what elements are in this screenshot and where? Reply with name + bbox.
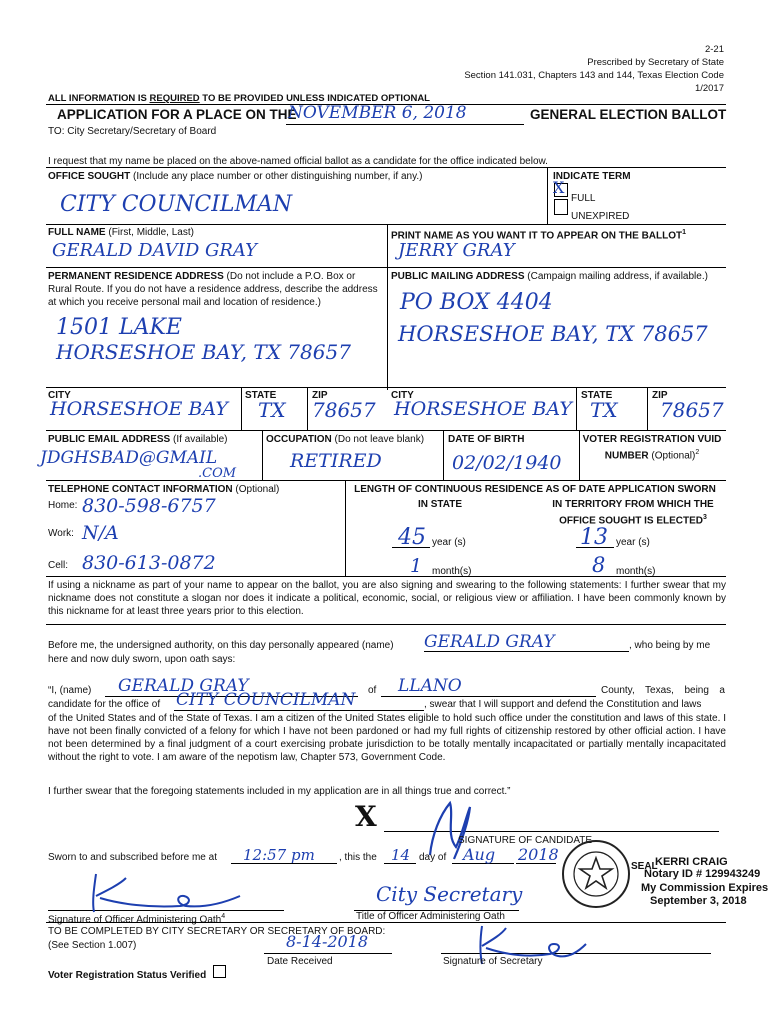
territory-years-label: year (s) xyxy=(616,537,650,548)
notary-id: Notary ID # 129943249 xyxy=(644,868,761,880)
candidate-office-value: CITY COUNCILMAN xyxy=(176,690,356,710)
nickname-statement: If using a nickname as part of your name to appear on the ballot, you are also signing and swearing to the following statements: I further swear that my nickname does not constitute a slogan nor does it indicate a political, economic, social, or religious view or affiliation. I have been commonly known by this nickname for at least three years prior to this election. xyxy=(48,580,726,617)
home-phone-label: Home: xyxy=(48,500,78,511)
office-value: CITY COUNCILMAN xyxy=(60,192,293,217)
in-state-label: IN STATE xyxy=(417,499,463,510)
work-phone-value: N/A xyxy=(82,522,119,544)
voter-status-label: Voter Registration Status Verified xyxy=(48,970,207,981)
full-term-label: FULL xyxy=(571,193,596,204)
prescribed-by: Prescribed by Secretary of State xyxy=(587,57,724,68)
dob-value: 02/02/1940 xyxy=(452,452,562,474)
officer-title-label: Title of Officer Administering Oath xyxy=(356,911,505,922)
candidate-office-suffix: , swear that I will support and defend the Constitution and laws xyxy=(424,699,702,710)
res-city-label: CITY xyxy=(48,390,71,401)
oath-i-name-value: GERALD GRAY xyxy=(118,676,249,696)
officer-signature-label: Signature of Officer Administering Oath$^4$ xyxy=(48,913,226,926)
email-label: PUBLIC EMAIL ADDRESS (If available) xyxy=(48,434,228,445)
res-zip-value: 78657 xyxy=(312,398,376,422)
oath-i-name-prefix: “I, (name) xyxy=(48,685,92,696)
addressed-to: TO: City Secretary/Secretary of Board xyxy=(48,126,217,137)
occupation-value: RETIRED xyxy=(290,450,382,472)
date-received-label: Date Received xyxy=(267,956,333,967)
section-reference: Section 141.031, Chapters 143 and 144, Texas Election Code xyxy=(464,70,724,81)
secretary-signature-label: Signature of Secretary xyxy=(443,956,543,967)
mail-state-label: STATE xyxy=(581,390,613,401)
occupation-label: OCCUPATION (Do not leave blank) xyxy=(266,434,425,445)
notary-expires: September 3, 2018 xyxy=(650,895,747,907)
ballot-name-label: PRINT NAME AS YOU WANT IT TO APPEAR ON THE BALLOT$^1$ xyxy=(391,229,687,242)
full-name-value: GERALD DAVID GRAY xyxy=(52,240,258,261)
sworn-day-value: 14 xyxy=(391,846,411,864)
vuid-label: VOTER REGISTRATION VUID NUMBER (Optional)$^2$ xyxy=(582,434,722,462)
state-months-label: month(s) xyxy=(432,566,472,577)
sworn-year-value: 2018 xyxy=(518,845,559,864)
res-state-value: TX xyxy=(258,398,286,422)
mail-city-value: HORSESHOE BAY xyxy=(394,398,572,420)
seal-label: SEAL xyxy=(631,861,658,872)
dob-label: DATE OF BIRTH xyxy=(448,434,525,445)
mailing-line2: HORSESHOE BAY, TX 78657 xyxy=(398,322,708,346)
residence-line1: 1501 LAKE xyxy=(56,315,182,340)
mailing-address-label: PUBLIC MAILING ADDRESS (Campaign mailing address, if available.) xyxy=(391,271,708,282)
notary-seal xyxy=(560,838,632,910)
sworn-time-value: 12:57 pm xyxy=(243,846,315,864)
sworn-day-of: day of xyxy=(419,852,447,863)
mail-zip-value: 78657 xyxy=(660,398,724,422)
res-state-label: STATE xyxy=(245,390,277,401)
request-statement: I request that my name be placed on the above-named official ballot as a candidate for the office indicated below. xyxy=(48,156,548,167)
oath-before-suffix: , who being by me xyxy=(629,640,711,651)
form-date: 1/2017 xyxy=(694,83,724,94)
email-value: JDGHSBAD@GMAIL xyxy=(40,448,218,468)
cell-phone-value: 830-613-0872 xyxy=(82,552,216,574)
form-number: 2-21 xyxy=(704,44,724,55)
candidate-office-prefix: candidate for the office of xyxy=(48,699,161,710)
in-territory-label: IN TERRITORY FROM WHICH THE OFFICE SOUGHT IS ELECTED$^3$ xyxy=(552,499,714,527)
full-term-mark: X xyxy=(553,178,565,197)
work-phone-label: Work: xyxy=(48,528,74,539)
home-phone-value: 830-598-6757 xyxy=(82,495,216,517)
state-years-label: year (s) xyxy=(432,537,466,548)
officer-title-value: City Secretary xyxy=(376,882,523,906)
ballot-name-value: JERRY GRAY xyxy=(398,240,515,261)
full-name-label: FULL NAME (First, Middle, Last) xyxy=(48,227,194,238)
election-date: NOVEMBER 6, 2018 xyxy=(288,103,467,123)
res-city-value: HORSESHOE BAY xyxy=(50,398,228,420)
office-label: OFFICE SOUGHT (Include any place number or other distinguishing number, if any.) xyxy=(48,171,423,182)
residence-line2: HORSESHOE BAY, TX 78657 xyxy=(56,340,351,364)
completion-see-section: (See Section 1.007) xyxy=(48,940,137,951)
mailing-line1: PO BOX 4404 xyxy=(400,290,553,315)
mail-state-value: TX xyxy=(590,398,618,422)
residence-address-label: PERMANENT RESIDENCE ADDRESS (Do not include a P.O. Box or Rural Route. If you do not have a residence address, describe the address at which you receive personal mail and location of residence.) xyxy=(48,271,378,308)
notary-commission: My Commission Expires xyxy=(641,882,769,894)
res-zip-label: ZIP xyxy=(312,390,328,401)
residence-length-label: LENGTH OF CONTINUOUS RESIDENCE AS OF DATE APPLICATION SWORN xyxy=(354,484,716,495)
voter-status-checkbox[interactable] xyxy=(213,965,226,978)
signature-x-mark: X xyxy=(355,800,377,833)
email-value-2: .COM xyxy=(198,466,237,481)
state-months-value: 1 xyxy=(410,555,423,577)
completion-heading: TO BE COMPLETED BY CITY SECRETARY OR SECRETARY OF BOARD: xyxy=(48,926,386,937)
territory-months-value: 8 xyxy=(592,553,606,577)
sworn-this-the: , this the xyxy=(339,852,377,863)
oath-further: I further swear that the foregoing statements included in my application are in all things true and correct.” xyxy=(48,786,511,797)
mail-city-label: CITY xyxy=(391,390,414,401)
title-suffix: GENERAL ELECTION BALLOT xyxy=(530,107,727,122)
county-value: LLANO xyxy=(398,676,462,696)
unexpired-term-label: UNEXPIRED xyxy=(571,211,630,222)
phone-label: TELEPHONE CONTACT INFORMATION (Optional) xyxy=(48,484,280,495)
oath-before-line2: here and now duly sworn, upon oath says: xyxy=(48,654,236,665)
territory-years-value: 13 xyxy=(580,525,608,550)
candidate-signature-label: SIGNATURE OF CANDIDATE xyxy=(458,835,593,846)
sworn-month-value: Aug xyxy=(463,845,496,864)
oath-body: of the United States and of the State of Texas. I am a citizen of the United States eligible to hold such office under the constitution and laws of this state. I have not been finally convicted of a felony for which I have not been pardoned or had my full rights of citizenship restored by other official action. I have not been determined by a final judgment of a court exercising probate jurisdiction to be totally mentally incapacitated or partially mentally incapacitated without the right to vote. I am aware of the nepotism law, Chapter 573, Government Code. xyxy=(48,713,726,763)
county-suffix: County, Texas, being a xyxy=(601,685,725,696)
mail-zip-label: ZIP xyxy=(652,390,668,401)
title-prefix: APPLICATION FOR A PLACE ON THE xyxy=(57,107,297,122)
term-label: INDICATE TERM xyxy=(553,171,631,182)
date-received-value: 8-14-2018 xyxy=(286,932,369,951)
oath-before-prefix: Before me, the undersigned authority, on this day personally appeared (name) xyxy=(48,640,394,651)
oath-before-name: GERALD GRAY xyxy=(424,632,555,652)
sworn-prefix: Sworn to and subscribed before me at xyxy=(48,852,217,863)
cell-phone-label: Cell: xyxy=(48,560,69,571)
oath-of-label: of xyxy=(368,685,377,696)
state-years-value: 45 xyxy=(398,525,426,550)
required-notice: ALL INFORMATION IS REQUIRED TO BE PROVIDED UNLESS INDICATED OPTIONAL xyxy=(48,93,430,104)
notary-name: KERRI CRAIG xyxy=(655,856,728,868)
unexpired-term-checkbox[interactable] xyxy=(554,199,568,215)
territory-months-label: month(s) xyxy=(616,566,656,577)
